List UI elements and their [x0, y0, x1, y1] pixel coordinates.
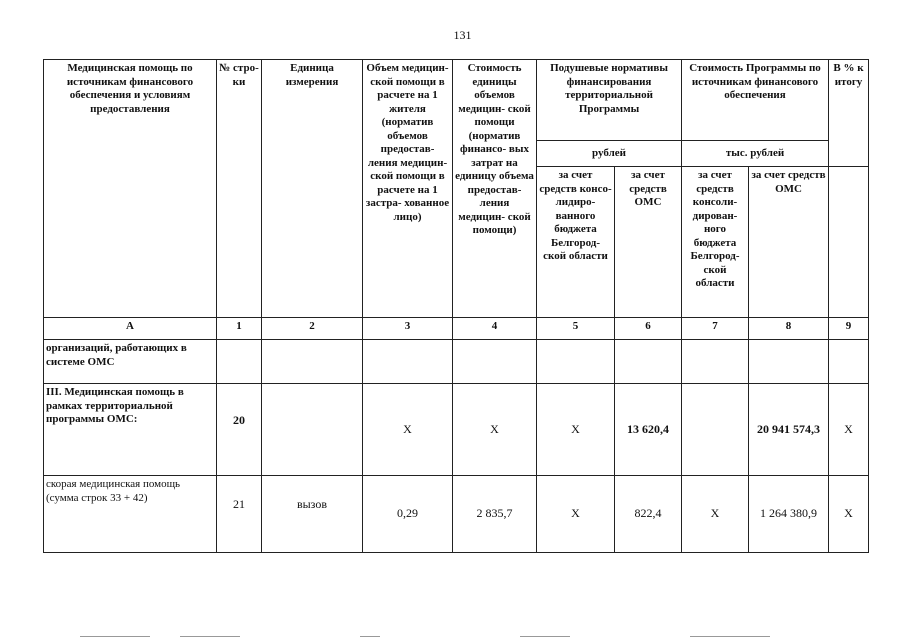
header-percent-empty — [829, 167, 869, 318]
header-volume: Объем медицин- ской помощи в расчете на 1 жителя (норматив объемов предостав- ления медицин- ской помощи в расчете на 1 застра- хованное лицо) — [363, 60, 453, 318]
row-unit — [262, 340, 363, 384]
row-c7 — [682, 340, 749, 384]
table-row — [44, 340, 869, 384]
table-row — [44, 384, 869, 476]
header-oms-thousand: за счет средств ОМС — [749, 167, 829, 318]
header-row-number: № стро- ки — [217, 60, 262, 318]
row-c6: 13 620,4 — [615, 384, 682, 476]
row-c6 — [615, 340, 682, 384]
scan-artifact-line — [690, 636, 770, 637]
column-index-row — [44, 318, 869, 340]
index-cell: 7 — [682, 318, 749, 340]
index-cell: 6 — [615, 318, 682, 340]
row-number: 21 — [217, 476, 262, 553]
header-rubles: рублей — [537, 141, 682, 167]
scan-artifact-line — [180, 636, 240, 637]
header-thousand-rubles: тыс. рублей — [682, 141, 829, 167]
row-name: организаций, работающих в системе ОМС — [44, 340, 217, 384]
row-c5: Х — [537, 476, 615, 553]
index-cell: А — [44, 318, 217, 340]
index-cell: 8 — [749, 318, 829, 340]
header-budget-rubles: за счет средств консо- лидиро- ванного бюджета Белгород- ской области — [537, 167, 615, 318]
row-volume: 0,29 — [363, 476, 453, 553]
row-unit: вызов — [262, 476, 363, 553]
row-c8: 1 264 380,9 — [749, 476, 829, 553]
scan-artifact-line — [520, 636, 570, 637]
row-cost: Х — [453, 384, 537, 476]
row-number: 20 — [217, 384, 262, 476]
scan-artifact-line — [80, 636, 150, 637]
row-number — [217, 340, 262, 384]
index-cell: 4 — [453, 318, 537, 340]
header-unit: Единица измерения — [262, 60, 363, 318]
table-row — [44, 476, 869, 553]
row-volume: Х — [363, 384, 453, 476]
header-care-type: Медицинская помощь по источникам финансового обеспечения и условиям предоставления — [44, 60, 217, 318]
page-number: 131 — [453, 28, 472, 42]
header-budget-thousand: за счет средств консоли- дирован- ного бюджета Белгород- ской области — [682, 167, 749, 318]
index-cell: 9 — [829, 318, 869, 340]
header-per-capita: Подушевые нормативы финансирования территориальной Программы — [537, 60, 682, 141]
row-cost: 2 835,7 — [453, 476, 537, 553]
row-c9 — [829, 340, 869, 384]
row-c7 — [682, 384, 749, 476]
index-cell: 5 — [537, 318, 615, 340]
header-program-cost: Стоимость Программы по источникам финансового обеспечения — [682, 60, 829, 141]
row-c9: Х — [829, 384, 869, 476]
row-name: скорая медицинская помощь (сумма строк 33 + 42) — [44, 476, 217, 553]
row-unit — [262, 384, 363, 476]
row-c8: 20 941 574,3 — [749, 384, 829, 476]
row-c7: Х — [682, 476, 749, 553]
row-c5 — [537, 340, 615, 384]
financing-table — [43, 59, 869, 553]
row-c5: Х — [537, 384, 615, 476]
scan-artifact-line — [360, 636, 380, 637]
index-cell: 2 — [262, 318, 363, 340]
row-c8 — [749, 340, 829, 384]
row-c6: 822,4 — [615, 476, 682, 553]
header-percent: В % к итогу — [829, 60, 869, 167]
row-name: III. Медицинская помощь в рамках территориальной программы ОМС: — [44, 384, 217, 476]
index-cell: 3 — [363, 318, 453, 340]
header-unit-cost: Стоимость единицы объемов медицин- ской помощи (норматив финансо- вых затрат на единицу объема предостав- ления медицин- ской помощи) — [453, 60, 537, 318]
header-oms-rubles: за счет средств ОМС — [615, 167, 682, 318]
row-c9: Х — [829, 476, 869, 553]
row-cost — [453, 340, 537, 384]
index-cell: 1 — [217, 318, 262, 340]
row-volume — [363, 340, 453, 384]
